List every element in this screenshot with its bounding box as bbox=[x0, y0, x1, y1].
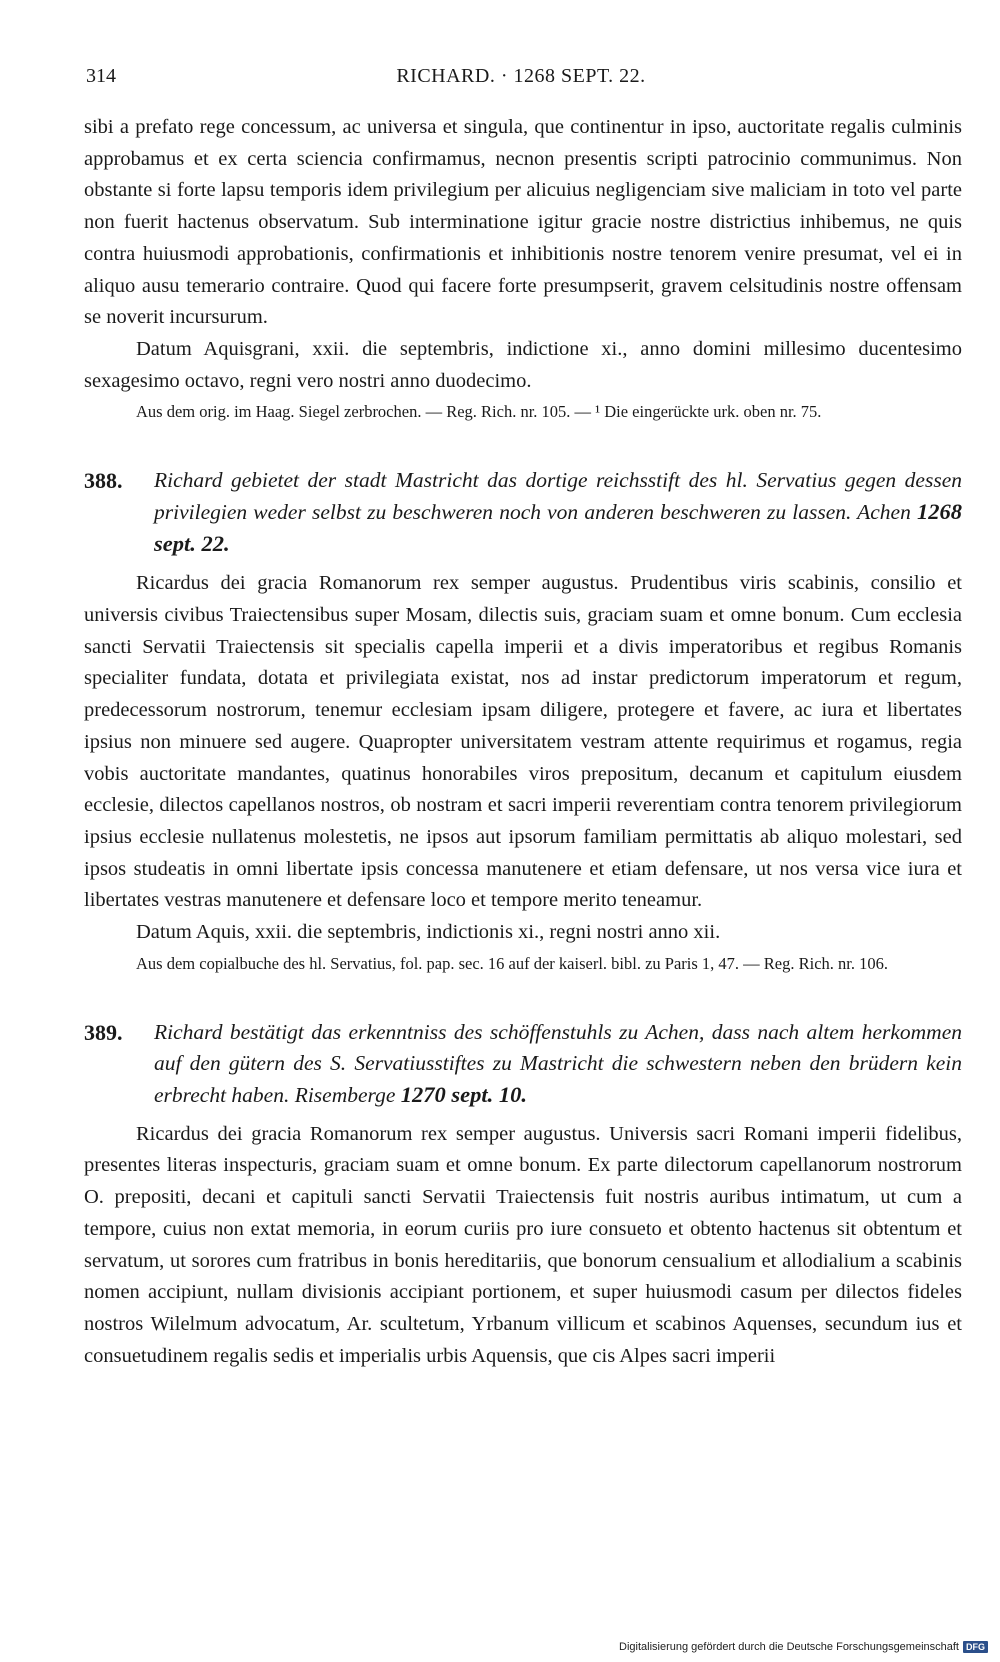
digitization-footer bbox=[619, 1638, 988, 1656]
entry-title bbox=[154, 1017, 962, 1111]
dfg-logo: DFG bbox=[963, 1641, 988, 1653]
entry-388 bbox=[84, 465, 962, 560]
footer-text: Digitalisierung gefördert durch die Deutsche Forschungsgemeinschaft bbox=[619, 1641, 959, 1653]
entry-number: 389. bbox=[84, 1019, 123, 1045]
continuation-note: Aus dem orig. im Haag. Siegel zerbrochen. — Reg. Rich. nr. 105. — ¹ Die eingerückte urk. oben nr. 75. bbox=[136, 402, 822, 422]
entry-title-text: Richard gebietet der stadt Mastricht das dortige reichsstift des hl. Servatius gegen dessen privilegien weder selbst zu beschweren noch von anderen beschweren zu lassen. Achen bbox=[154, 468, 962, 525]
entry-title bbox=[154, 465, 962, 560]
continuation-datum: Datum Aquisgrani, xxii. die septembris, indictione xi., anno domini millesimo ducentesimo sexagesimo octavo, regni vero nostri anno duodecimo. bbox=[84, 337, 962, 392]
page-header bbox=[86, 60, 956, 92]
entry-388-note: Aus dem copialbuche des hl. Servatius, fol. pap. sec. 16 auf der kaiserl. bibl. zu Paris 1, 47. — Reg. Rich. nr. 106. bbox=[136, 953, 888, 973]
entry-number: 388. bbox=[84, 468, 123, 494]
continuation-text: sibi a prefato rege concessum, ac universa et singula, que continentur in ipso, auctoritate regalis culminis approbamus et ex certa sciencia confirmamus, necnon presentis scripti patrocinio communimus. Non obstante si forte lapsu temporis idem privilegium per alicuius negligenciam sive maliciam in toto vel parte non fuerit hactenus observatum. Sub interminatione igitur gracie nostre districtius inhibemus, ne quis contra huiusmodi approbationis, confirmationis et inhibitionis nostre tenorem venire presumat, vel ei in aliquo ausu temerario contraire. Quod qui facere forte presumpserit, gravem celsitudinis nostre offensam se noverit incursurum. bbox=[84, 116, 962, 329]
entry-date: 1270 sept. 10. bbox=[400, 1081, 528, 1107]
entry-date: 1268 sept. 22. bbox=[154, 499, 963, 557]
entry-388-text: Ricardus dei gracia Romanorum rex semper augustus. Prudentibus viris scabinis, consilio et universis civibus Traiectensibus super Mosam, dilectis suis, graciam suam et omne bonum. Cum ecclesia sancti Servatii Traiectensis sit specialis capella imperii et a divis imperatoribus et regibus Romanis specialiter fundata, dotata et privilegiata existat, nos ad instar predictorum imperatorum et regum, predecessorum nostrorum, tenemur ecclesiam ipsam diligere, protegere et favere, ac iura et libertates ipsius non minuere sed augere. Quapropter universitatem vestram attente requirimus et rogamus, regia vobis auctoritate mandantes, quatinus honorabiles viros prepositum, decanum et capitulum eiusdem ecclesie, dilectos capellanos nostros, ob nostram et sacri imperii reverentiam contra tenorem privilegiorum ipsius ecclesie nullatenus molestetis, ne ipsos aut ipsorum familiam permittatis ab aliquo molestari, sed ipsos studeatis in omni libertate ipsis concessa manutenere et etiam defensare, ut nos versa vice iura et libertates vestras manutenere et defensare loco et tempore merito teneamur. bbox=[84, 572, 962, 912]
entry-title-text: Richard bestätigt das erkenntniss des schöffenstuhls zu Achen, dass nach altem herkommen auf den gütern des S. Servatiusstiftes zu Mastricht die schwestern neben den brüdern kein erbrecht haben. Risemberge bbox=[154, 1019, 962, 1107]
running-title: RICHARD. · 1268 SEPT. 22. bbox=[396, 65, 646, 87]
page-body bbox=[84, 112, 962, 1372]
entry-388-datum: Datum Aquis, xxii. die septembris, indictionis xi., regni nostri anno xii. bbox=[136, 921, 721, 944]
page-number: 314 bbox=[86, 65, 116, 87]
entry-389-text: Ricardus dei gracia Romanorum rex semper augustus. Universis sacri Romani imperii fidelibus, presentes literas inspecturis, graciam suam et omne bonum. Ex parte dilectorum capellanorum nostrorum O. prepositi, decani et capituli sancti Servatii Traiectensis fuit nostris auribus intimatum, ut cum a tempore, cuius non extat memoria, in eorum curiis pro iure consueto et obtento hactenus sit obtentum et servatum, ut sorores cum fratribus in bonis hereditariis, que bonorum censualium et allodialium a scabinis nomen accipiunt, nullam divisionis accipiant portionem, et super huiusmodi casum per dilectos fideles nostros Wilelmum advocatum, Ar. scultetum, Yrbanum villicum et scabinos Aquenses, secundum ius et consuetudinem regalis sedis et imperialis urbis Aquensis, que cis Alpes sacri imperii bbox=[84, 1122, 962, 1367]
entry-389 bbox=[84, 1017, 962, 1111]
